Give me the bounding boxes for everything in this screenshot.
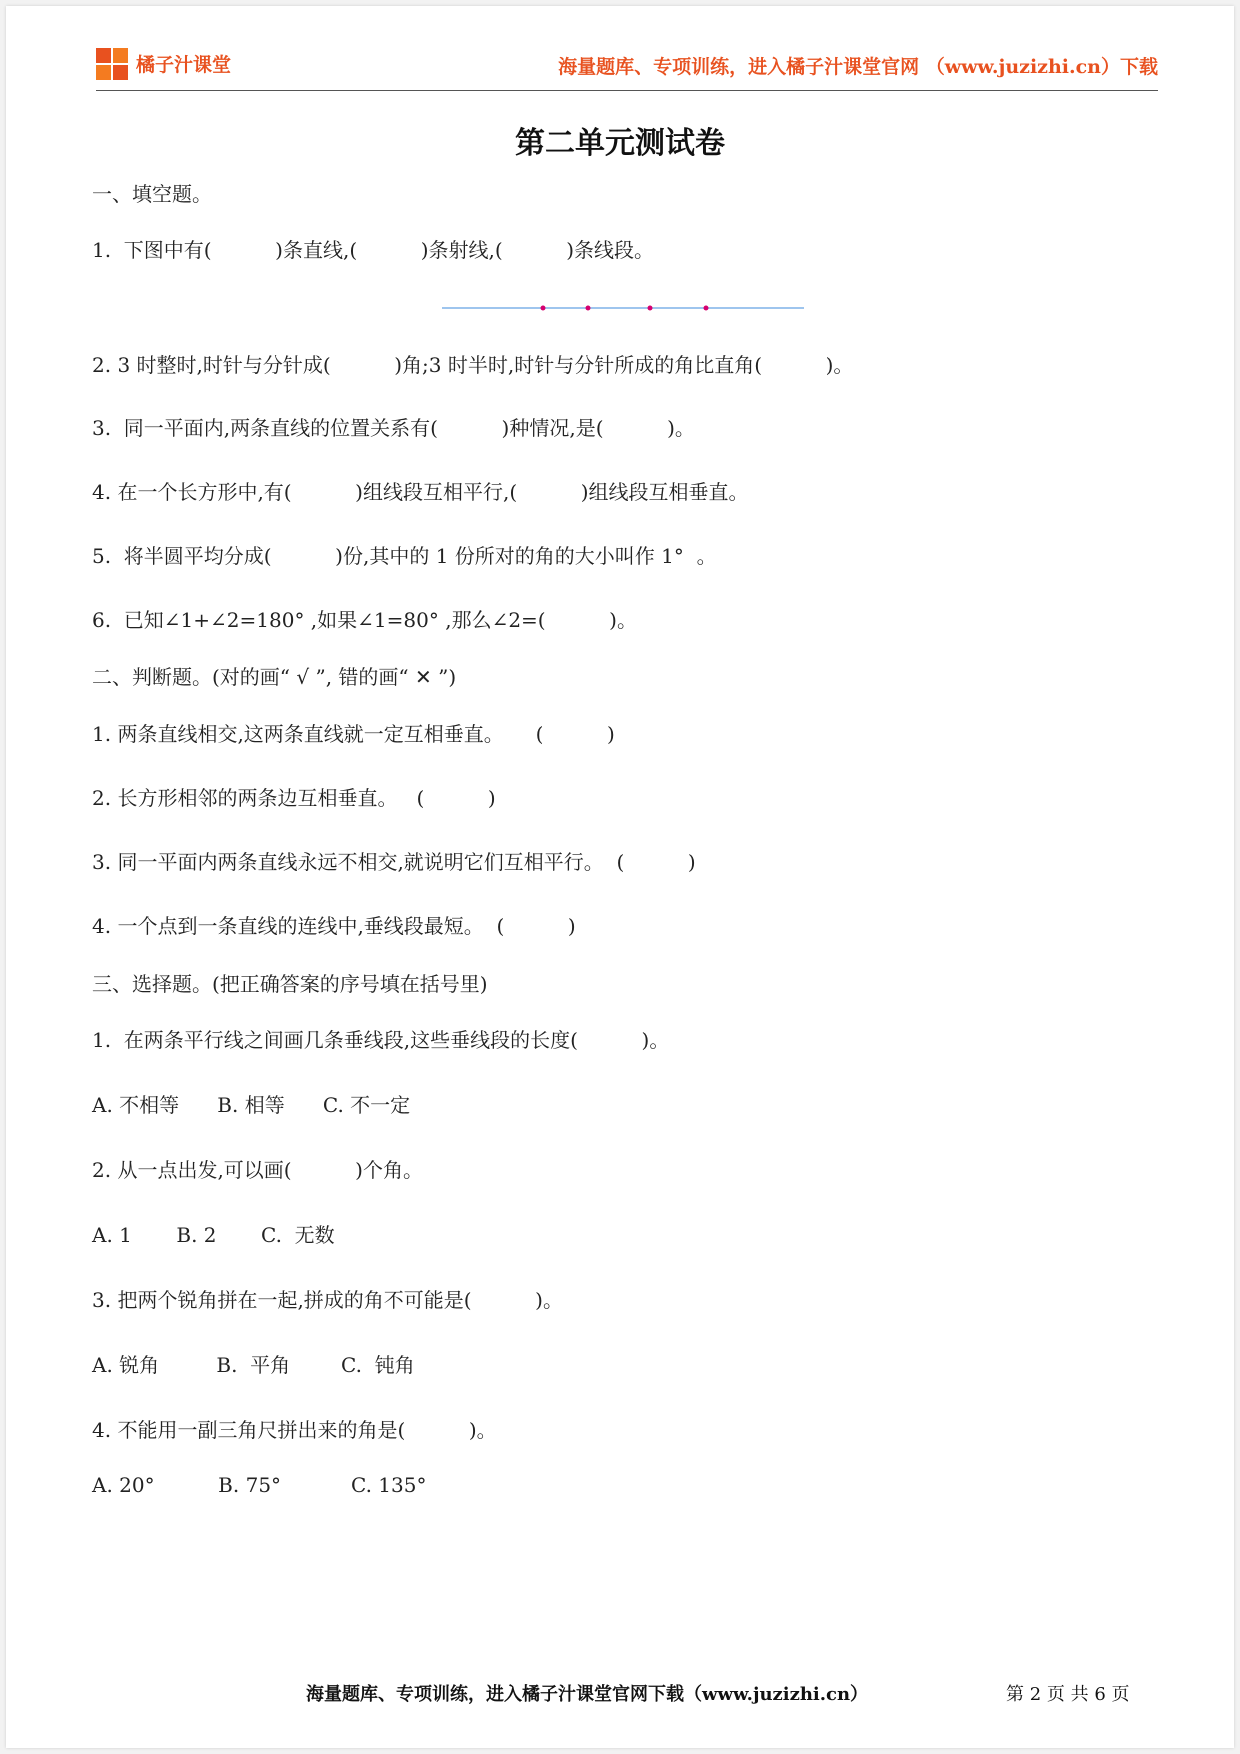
section-3-heading: 三、选择题。(把正确答案的序号填在括号里) bbox=[92, 972, 488, 996]
question-3-3-options: A. 锐角 B. 平角 C. 钝角 bbox=[92, 1353, 415, 1377]
question-3-4: 4. 不能用一副三角尺拼出来的角是( )。 bbox=[92, 1418, 497, 1442]
section-1-heading: 一、填空题。 bbox=[92, 182, 212, 206]
question-1-2: 2. 3 时整时,时针与分针成( )角;3 时半时,时针与分针所成的角比直角( )。 bbox=[92, 353, 854, 377]
page-header bbox=[96, 46, 1158, 91]
page-title: 第二单元测试卷 bbox=[515, 126, 725, 161]
question-3-1-options: A. 不相等 B. 相等 C. 不一定 bbox=[92, 1093, 411, 1117]
question-3-2: 2. 从一点出发,可以画( )个角。 bbox=[92, 1158, 423, 1182]
question-2-4: 4. 一个点到一条直线的连线中,垂线段最短。 ( ) bbox=[92, 914, 576, 938]
question-2-3: 3. 同一平面内两条直线永远不相交,就说明它们互相平行。 ( ) bbox=[92, 850, 696, 874]
header-slogan: 海量题库、专项训练，进入橘子汁课堂官网 （www.juzizhi.cn）下载 bbox=[558, 56, 1158, 78]
question-3-2-options: A. 1 B. 2 C. 无数 bbox=[92, 1223, 335, 1247]
brand-logo-icon bbox=[96, 48, 132, 80]
section-2-heading: 二、判断题。(对的画“ √ ”, 错的画“ ✕ ”) bbox=[92, 665, 457, 689]
point-1 bbox=[541, 306, 546, 311]
question-1-5: 5. 将半圆平均分成( )份,其中的 1 份所对的角的大小叫作 1° 。 bbox=[92, 544, 717, 568]
question-1-1: 1. 下图中有( )条直线,( )条射线,( )条线段。 bbox=[92, 238, 655, 262]
question-2-1: 1. 两条直线相交,这两条直线就一定互相垂直。 ( ) bbox=[92, 722, 615, 746]
question-1-6: 6. 已知∠1+∠2=180° ,如果∠1=80° ,那么∠2=( )。 bbox=[92, 608, 637, 632]
question-3-4-options: A. 20° B. 75° C. 135° bbox=[92, 1473, 427, 1497]
brand-name: 橘子汁课堂 bbox=[136, 54, 232, 76]
question-3-1: 1. 在两条平行线之间画几条垂线段,这些垂线段的长度( )。 bbox=[92, 1028, 670, 1052]
question-1-4: 4. 在一个长方形中,有( )组线段互相平行,( )组线段互相垂直。 bbox=[92, 480, 749, 504]
point-2 bbox=[586, 306, 591, 311]
page-number: 第 2 页 共 6 页 bbox=[1006, 1684, 1130, 1705]
document-page bbox=[6, 6, 1234, 1748]
point-3 bbox=[648, 306, 653, 311]
footer-slogan: 海量题库、专项训练，进入橘子汁课堂官网下载（www.juzizhi.cn） bbox=[306, 1684, 869, 1705]
point-4 bbox=[704, 306, 709, 311]
question-3-3: 3. 把两个锐角拼在一起,拼成的角不可能是( )。 bbox=[92, 1288, 563, 1312]
question-1-3: 3. 同一平面内,两条直线的位置关系有( )种情况,是( )。 bbox=[92, 416, 695, 440]
question-2-2: 2. 长方形相邻的两条边互相垂直。 ( ) bbox=[92, 786, 496, 810]
line-figure bbox=[442, 298, 806, 318]
